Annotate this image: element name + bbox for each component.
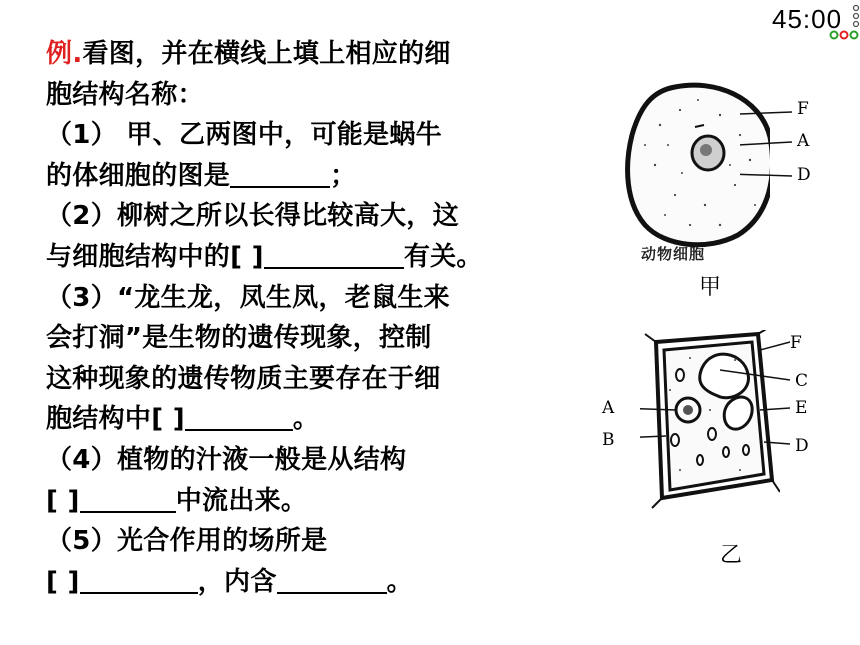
question-line-3: （1） 甲、乙两图中，可能是蜗牛: [46, 120, 442, 151]
answer-blank-2[interactable]: [264, 241, 404, 269]
plant-cell-label-c: C: [795, 371, 809, 391]
answer-blank-3[interactable]: [185, 403, 293, 431]
timer-status-dots: [829, 30, 859, 40]
question-line-14: [ ] ，内含 。: [46, 566, 413, 597]
figure-jia-label: 甲: [699, 275, 722, 300]
countdown-timer: 45:00: [772, 4, 843, 34]
animal-cell-label-d: D: [797, 165, 811, 185]
question-line-9: 这种现象的遗传物质主要存在于细: [46, 363, 441, 394]
plant-cell-pointer-lines: [640, 330, 800, 470]
question-line-5: （2）柳树之所以长得比较高大，这: [46, 201, 459, 232]
animal-cell-label-a: A: [797, 131, 810, 151]
animal-cell-pointer-lines: [740, 104, 800, 194]
question-line-11: （4）植物的汁液一般是从结构: [46, 444, 407, 475]
answer-blank-4[interactable]: [80, 485, 176, 513]
plant-cell-label-a: A: [602, 398, 615, 418]
plant-cell-label-d: D: [795, 436, 809, 456]
question-line-12: [ ] 中流出来。: [46, 485, 308, 516]
question-line-7: （3）“龙生龙，凤生凤，老鼠生来: [46, 282, 450, 313]
answer-blank-5[interactable]: [80, 566, 198, 594]
question-line-6: 与细胞结构中的[ ] 有关。: [46, 241, 483, 272]
question-line-13: （5）光合作用的场所是: [46, 526, 328, 557]
plant-cell-label-f: F: [790, 333, 802, 353]
answer-blank-6[interactable]: [277, 566, 387, 594]
question-block: [46, 34, 581, 602]
question-line-10: 胞结构中[ ] 。: [46, 404, 320, 435]
timer-control-icon[interactable]: [852, 4, 860, 30]
question-line-8: 会打洞”是生物的遗传现象，控制: [46, 323, 432, 354]
animal-cell-caption: 动物细胞: [641, 245, 706, 263]
answer-blank-1[interactable]: [230, 160, 330, 188]
question-line-2: 胞结构名称：: [46, 79, 204, 110]
question-line-1: 例.看图，并在横线上填上相应的细: [46, 39, 451, 69]
question-line-4: 的体细胞的图是 ；: [46, 160, 357, 191]
example-label: 例: [46, 39, 73, 69]
animal-cell-label-f: F: [797, 99, 809, 119]
figure-yi-label: 乙: [720, 543, 743, 568]
plant-cell-label-e: E: [795, 398, 808, 418]
plant-cell-label-b: B: [602, 430, 615, 450]
